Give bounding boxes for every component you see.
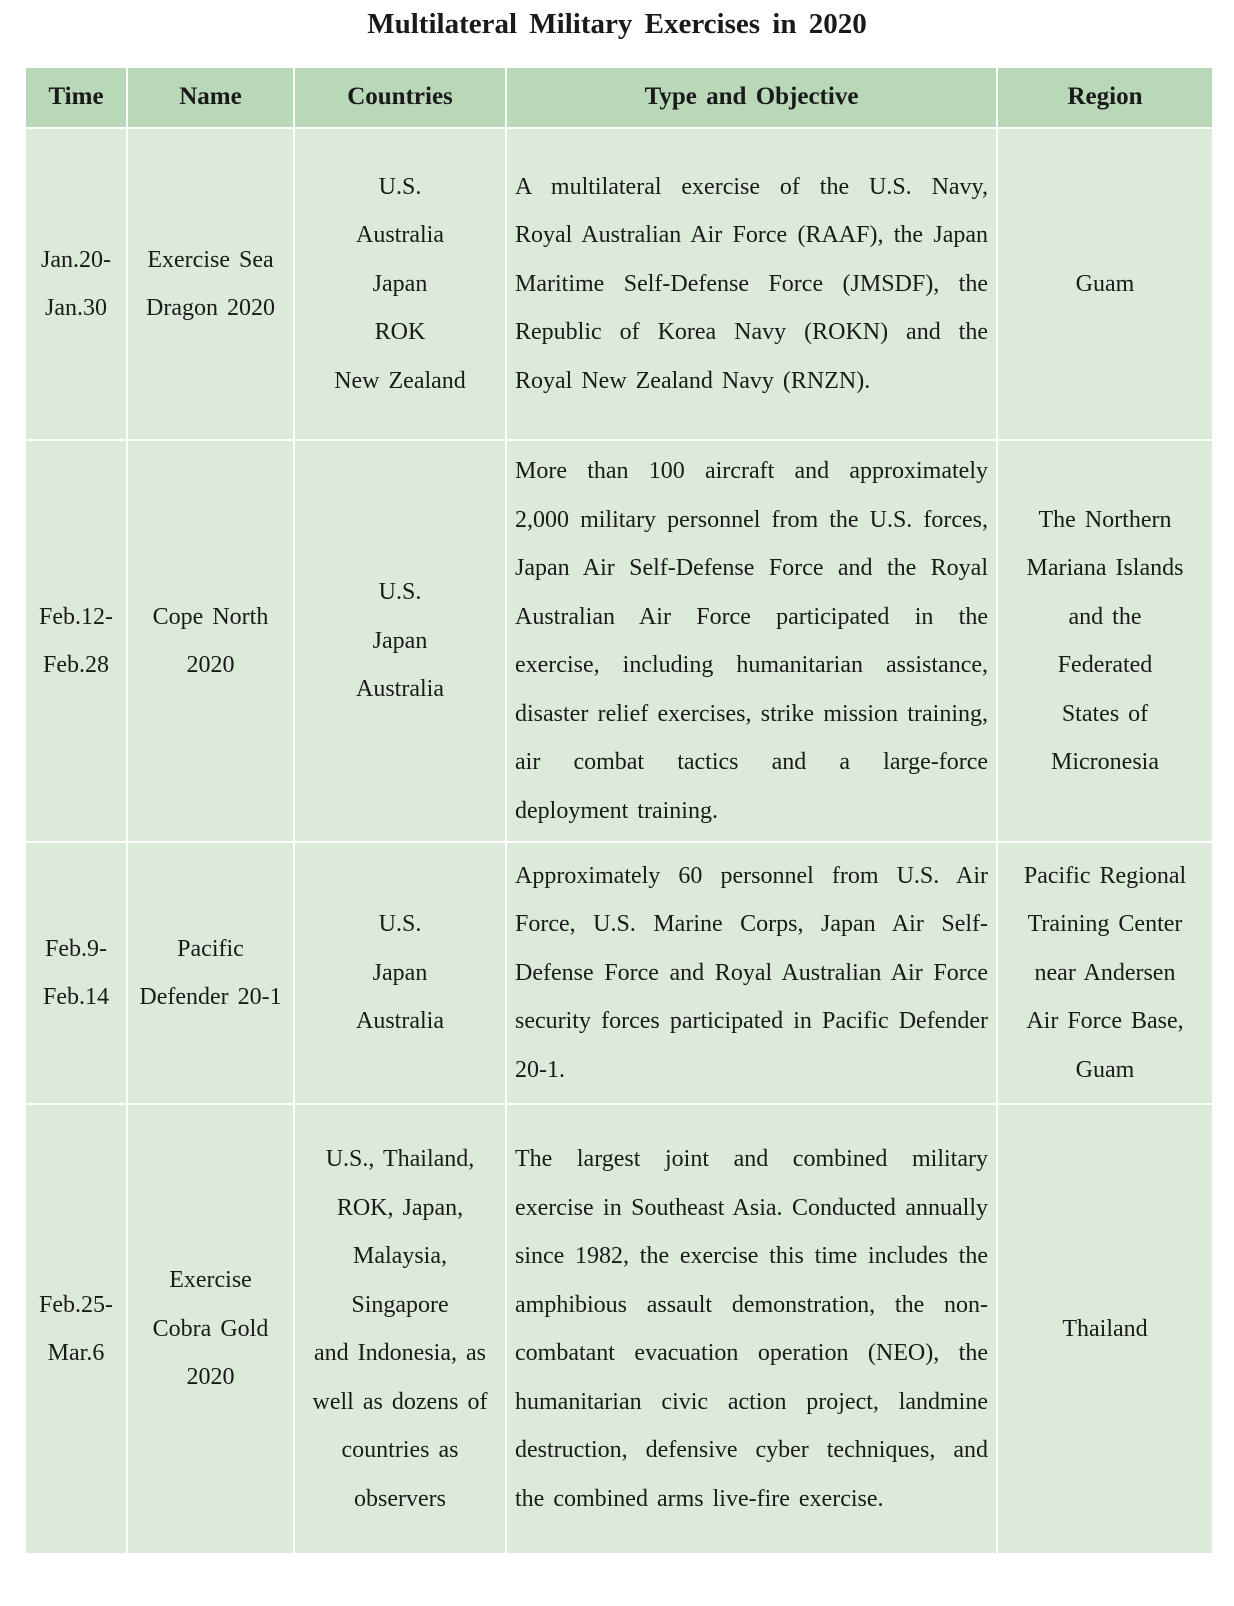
cell-type-objective: The largest joint and combined military exercise in Southeast Asia. Conducted annually since 1982, the exercise this time includes the amphibious assault demonstration, the non-combatant evacuation operation (NEO), the humanitarian civic action project, landmine destruction, defensive cyber techniques, and the combined arms live-fire exercise.: [506, 1104, 997, 1554]
cell-time: Feb.9- Feb.14: [25, 842, 127, 1104]
cell-countries: U.S., Thailand, ROK, Japan, Malaysia, Singapore and Indonesia, as well as dozens of countries as observers: [294, 1104, 506, 1554]
table-row: [25, 128, 1213, 440]
cell-region: Guam: [997, 128, 1213, 440]
cell-time: Jan.20- Jan.30: [25, 128, 127, 440]
cell-region: Thailand: [997, 1104, 1213, 1554]
exercises-table: [24, 66, 1214, 1555]
header-type-objective: Type and Objective: [506, 67, 997, 128]
cell-countries: U.S. Japan Australia: [294, 440, 506, 842]
cell-region: The Northern Mariana Islands and the Federated States of Micronesia: [997, 440, 1213, 842]
cell-time: Feb.25- Mar.6: [25, 1104, 127, 1554]
cell-name: Exercise Cobra Gold 2020: [127, 1104, 294, 1554]
cell-time: Feb.12- Feb.28: [25, 440, 127, 842]
table-row: [25, 1104, 1213, 1554]
header-time: Time: [25, 67, 127, 128]
cell-name: Cope North 2020: [127, 440, 294, 842]
table-row: [25, 842, 1213, 1104]
header-name: Name: [127, 67, 294, 128]
cell-type-objective: Approximately 60 personnel from U.S. Air Force, U.S. Marine Corps, Japan Air Self-Defense Force and Royal Australian Air Force security forces participated in Pacific Defender 20-1.: [506, 842, 997, 1104]
cell-name: Pacific Defender 20-1: [127, 842, 294, 1104]
cell-countries: U.S. Japan Australia: [294, 842, 506, 1104]
cell-name: Exercise Sea Dragon 2020: [127, 128, 294, 440]
cell-type-objective: More than 100 aircraft and approximately 2,000 military personnel from the U.S. forces, Japan Air Self-Defense Force and the Royal Australian Air Force participated in the exercise, including humanitarian assistance, disaster relief exercises, strike mission training, air combat tactics and a large-force deployment training.: [506, 440, 997, 842]
cell-type-objective: A multilateral exercise of the U.S. Navy, Royal Australian Air Force (RAAF), the Japan Maritime Self-Defense Force (JMSDF), the Republic of Korea Navy (ROKN) and the Royal New Zealand Navy (RNZN).: [506, 128, 997, 440]
header-countries: Countries: [294, 67, 506, 128]
header-region: Region: [997, 67, 1213, 128]
cell-countries: U.S. Australia Japan ROK New Zealand: [294, 128, 506, 440]
table-header-row: [25, 67, 1213, 128]
page-title: Multilateral Military Exercises in 2020: [367, 8, 867, 40]
table-row: [25, 440, 1213, 842]
cell-region: Pacific Regional Training Center near Andersen Air Force Base, Guam: [997, 842, 1213, 1104]
